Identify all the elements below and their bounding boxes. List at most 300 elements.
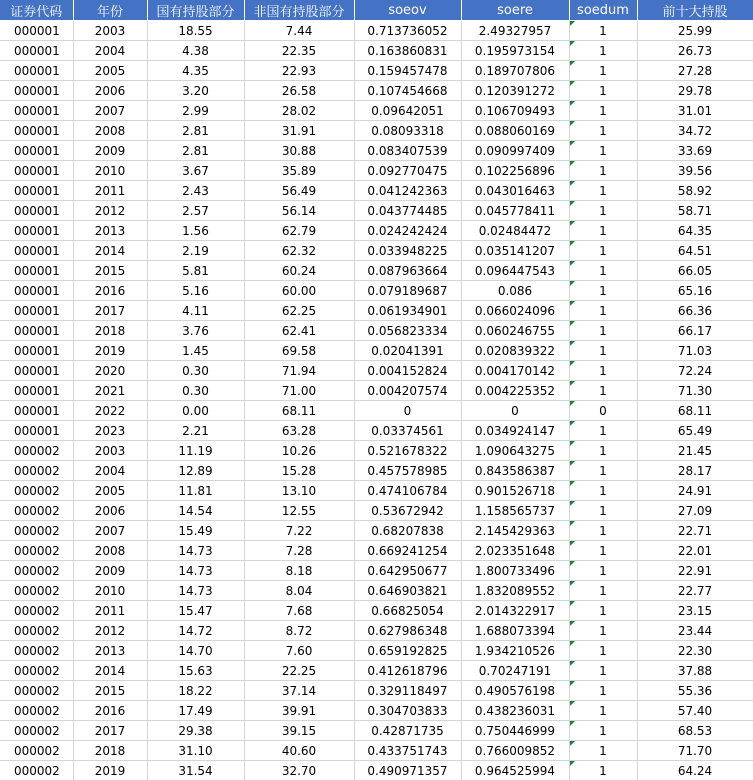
cell-state-holding[interactable]: 2.43 (147, 181, 244, 201)
cell-state-holding[interactable]: 2.57 (147, 201, 244, 221)
cell-soedum[interactable]: 1 (569, 761, 637, 780)
cell-soeov[interactable]: 0.474106784 (354, 481, 461, 501)
cell-soeov[interactable]: 0.107454668 (354, 81, 461, 101)
cell-top10-holding[interactable]: 58.71 (637, 201, 753, 221)
cell-state-holding[interactable]: 11.81 (147, 481, 244, 501)
cell-stock-code[interactable]: 000002 (0, 561, 73, 581)
cell-year[interactable]: 2012 (73, 201, 147, 221)
cell-year[interactable]: 2004 (73, 41, 147, 61)
cell-stock-code[interactable]: 000001 (0, 41, 73, 61)
cell-stock-code[interactable]: 000001 (0, 361, 73, 381)
cell-soeov[interactable]: 0.02041391 (354, 341, 461, 361)
cell-non-state-holding[interactable]: 22.93 (244, 61, 354, 81)
cell-state-holding[interactable]: 2.81 (147, 121, 244, 141)
cell-soere[interactable]: 0.195973154 (461, 41, 569, 61)
cell-year[interactable]: 2010 (73, 161, 147, 181)
cell-soeov[interactable]: 0.004152824 (354, 361, 461, 381)
cell-soedum[interactable]: 1 (569, 561, 637, 581)
cell-year[interactable]: 2004 (73, 461, 147, 481)
cell-soedum[interactable]: 1 (569, 201, 637, 221)
cell-non-state-holding[interactable]: 12.55 (244, 501, 354, 521)
cell-soere[interactable]: 2.49327957 (461, 21, 569, 41)
cell-state-holding[interactable]: 14.70 (147, 641, 244, 661)
cell-state-holding[interactable]: 31.10 (147, 741, 244, 761)
cell-non-state-holding[interactable]: 30.88 (244, 141, 354, 161)
cell-top10-holding[interactable]: 25.99 (637, 21, 753, 41)
cell-stock-code[interactable]: 000002 (0, 741, 73, 761)
cell-soedum[interactable]: 1 (569, 721, 637, 741)
cell-soere[interactable]: 0.066024096 (461, 301, 569, 321)
cell-stock-code[interactable]: 000002 (0, 581, 73, 601)
cell-soeov[interactable]: 0.079189687 (354, 281, 461, 301)
cell-soedum[interactable]: 1 (569, 661, 637, 681)
cell-soedum[interactable]: 1 (569, 321, 637, 341)
cell-soedum[interactable]: 1 (569, 581, 637, 601)
cell-soere[interactable]: 0.060246755 (461, 321, 569, 341)
cell-soeov[interactable]: 0.669241254 (354, 541, 461, 561)
cell-stock-code[interactable]: 000001 (0, 341, 73, 361)
cell-stock-code[interactable]: 000002 (0, 441, 73, 461)
cell-soeov[interactable]: 0.433751743 (354, 741, 461, 761)
cell-non-state-holding[interactable]: 62.25 (244, 301, 354, 321)
cell-soeov[interactable]: 0.159457478 (354, 61, 461, 81)
cell-soere[interactable]: 2.023351648 (461, 541, 569, 561)
cell-year[interactable]: 2006 (73, 81, 147, 101)
cell-year[interactable]: 2008 (73, 121, 147, 141)
cell-stock-code[interactable]: 000002 (0, 661, 73, 681)
cell-non-state-holding[interactable]: 62.32 (244, 241, 354, 261)
cell-stock-code[interactable]: 000001 (0, 401, 73, 421)
cell-state-holding[interactable]: 14.54 (147, 501, 244, 521)
cell-soeov[interactable]: 0.642950677 (354, 561, 461, 581)
cell-non-state-holding[interactable]: 22.25 (244, 661, 354, 681)
cell-year[interactable]: 2003 (73, 21, 147, 41)
cell-top10-holding[interactable]: 57.40 (637, 701, 753, 721)
cell-soedum[interactable]: 1 (569, 81, 637, 101)
cell-top10-holding[interactable]: 37.88 (637, 661, 753, 681)
cell-year[interactable]: 2007 (73, 101, 147, 121)
cell-year[interactable]: 2011 (73, 181, 147, 201)
cell-non-state-holding[interactable]: 15.28 (244, 461, 354, 481)
cell-soere[interactable]: 0.020839322 (461, 341, 569, 361)
cell-stock-code[interactable]: 000001 (0, 201, 73, 221)
cell-soedum[interactable]: 1 (569, 461, 637, 481)
cell-soere[interactable]: 0.964525994 (461, 761, 569, 780)
cell-soeov[interactable]: 0.004207574 (354, 381, 461, 401)
cell-soeov[interactable]: 0.627986348 (354, 621, 461, 641)
cell-non-state-holding[interactable]: 7.68 (244, 601, 354, 621)
cell-stock-code[interactable]: 000001 (0, 61, 73, 81)
cell-non-state-holding[interactable]: 69.58 (244, 341, 354, 361)
cell-top10-holding[interactable]: 55.36 (637, 681, 753, 701)
cell-soedum[interactable]: 1 (569, 281, 637, 301)
cell-soere[interactable]: 0 (461, 401, 569, 421)
cell-top10-holding[interactable]: 22.71 (637, 521, 753, 541)
cell-top10-holding[interactable]: 21.45 (637, 441, 753, 461)
cell-top10-holding[interactable]: 22.30 (637, 641, 753, 661)
cell-soeov[interactable]: 0.304703833 (354, 701, 461, 721)
cell-non-state-holding[interactable]: 22.35 (244, 41, 354, 61)
cell-stock-code[interactable]: 000001 (0, 261, 73, 281)
cell-soeov[interactable]: 0.03374561 (354, 421, 461, 441)
cell-soeov[interactable]: 0.329118497 (354, 681, 461, 701)
cell-soedum[interactable]: 1 (569, 441, 637, 461)
cell-state-holding[interactable]: 18.22 (147, 681, 244, 701)
cell-top10-holding[interactable]: 22.91 (637, 561, 753, 581)
cell-soere[interactable]: 0.004225352 (461, 381, 569, 401)
cell-state-holding[interactable]: 5.81 (147, 261, 244, 281)
cell-year[interactable]: 2013 (73, 221, 147, 241)
cell-soedum[interactable]: 1 (569, 501, 637, 521)
cell-year[interactable]: 2016 (73, 701, 147, 721)
cell-soedum[interactable]: 1 (569, 21, 637, 41)
cell-soere[interactable]: 0.120391272 (461, 81, 569, 101)
cell-soere[interactable]: 0.090997409 (461, 141, 569, 161)
cell-soere[interactable]: 0.02484472 (461, 221, 569, 241)
cell-year[interactable]: 2006 (73, 501, 147, 521)
cell-year[interactable]: 2014 (73, 661, 147, 681)
cell-state-holding[interactable]: 14.73 (147, 581, 244, 601)
cell-state-holding[interactable]: 18.55 (147, 21, 244, 41)
cell-top10-holding[interactable]: 71.03 (637, 341, 753, 361)
cell-top10-holding[interactable]: 22.77 (637, 581, 753, 601)
cell-state-holding[interactable]: 12.89 (147, 461, 244, 481)
cell-non-state-holding[interactable]: 10.26 (244, 441, 354, 461)
cell-stock-code[interactable]: 000001 (0, 161, 73, 181)
cell-top10-holding[interactable]: 66.05 (637, 261, 753, 281)
cell-soere[interactable]: 0.096447543 (461, 261, 569, 281)
cell-soedum[interactable]: 1 (569, 41, 637, 61)
cell-top10-holding[interactable]: 28.17 (637, 461, 753, 481)
cell-soere[interactable]: 0.901526718 (461, 481, 569, 501)
cell-non-state-holding[interactable]: 8.18 (244, 561, 354, 581)
cell-year[interactable]: 2009 (73, 141, 147, 161)
cell-stock-code[interactable]: 000001 (0, 141, 73, 161)
cell-top10-holding[interactable]: 64.51 (637, 241, 753, 261)
cell-soere[interactable]: 0.189707806 (461, 61, 569, 81)
cell-top10-holding[interactable]: 72.24 (637, 361, 753, 381)
cell-soedum[interactable]: 1 (569, 121, 637, 141)
cell-soere[interactable]: 0.102256896 (461, 161, 569, 181)
cell-top10-holding[interactable]: 34.72 (637, 121, 753, 141)
cell-top10-holding[interactable]: 64.24 (637, 761, 753, 780)
cell-soedum[interactable]: 1 (569, 161, 637, 181)
cell-non-state-holding[interactable]: 40.60 (244, 741, 354, 761)
cell-stock-code[interactable]: 000002 (0, 601, 73, 621)
cell-year[interactable]: 2017 (73, 301, 147, 321)
cell-top10-holding[interactable]: 71.30 (637, 381, 753, 401)
cell-soere[interactable]: 0.086 (461, 281, 569, 301)
cell-soeov[interactable]: 0.056823334 (354, 321, 461, 341)
cell-soedum[interactable]: 1 (569, 141, 637, 161)
cell-non-state-holding[interactable]: 28.02 (244, 101, 354, 121)
cell-stock-code[interactable]: 000002 (0, 521, 73, 541)
cell-year[interactable]: 2014 (73, 241, 147, 261)
cell-year[interactable]: 2018 (73, 741, 147, 761)
cell-state-holding[interactable]: 1.45 (147, 341, 244, 361)
cell-non-state-holding[interactable]: 26.58 (244, 81, 354, 101)
cell-top10-holding[interactable]: 65.16 (637, 281, 753, 301)
cell-year[interactable]: 2013 (73, 641, 147, 661)
cell-top10-holding[interactable]: 22.01 (637, 541, 753, 561)
cell-soere[interactable]: 2.145429363 (461, 521, 569, 541)
cell-stock-code[interactable]: 000001 (0, 121, 73, 141)
cell-stock-code[interactable]: 000002 (0, 761, 73, 780)
cell-soedum[interactable]: 1 (569, 61, 637, 81)
cell-soedum[interactable]: 1 (569, 541, 637, 561)
cell-stock-code[interactable]: 000001 (0, 421, 73, 441)
cell-soere[interactable]: 0.70247191 (461, 661, 569, 681)
cell-top10-holding[interactable]: 24.91 (637, 481, 753, 501)
cell-soere[interactable]: 1.934210526 (461, 641, 569, 661)
cell-soeov[interactable]: 0.061934901 (354, 301, 461, 321)
cell-soeov[interactable]: 0.713736052 (354, 21, 461, 41)
cell-soedum[interactable]: 1 (569, 701, 637, 721)
cell-soere[interactable]: 1.832089552 (461, 581, 569, 601)
cell-soedum[interactable]: 1 (569, 341, 637, 361)
cell-year[interactable]: 2018 (73, 321, 147, 341)
cell-soedum[interactable]: 0 (569, 401, 637, 421)
cell-soere[interactable]: 0.843586387 (461, 461, 569, 481)
cell-soedum[interactable]: 1 (569, 241, 637, 261)
cell-top10-holding[interactable]: 26.73 (637, 41, 753, 61)
cell-soeov[interactable]: 0.457578985 (354, 461, 461, 481)
cell-soere[interactable]: 1.158565737 (461, 501, 569, 521)
cell-soere[interactable]: 0.045778411 (461, 201, 569, 221)
cell-soeov[interactable]: 0.490971357 (354, 761, 461, 780)
cell-state-holding[interactable]: 5.16 (147, 281, 244, 301)
cell-non-state-holding[interactable]: 60.24 (244, 261, 354, 281)
cell-state-holding[interactable]: 14.73 (147, 541, 244, 561)
cell-soere[interactable]: 2.014322917 (461, 601, 569, 621)
cell-soedum[interactable]: 1 (569, 601, 637, 621)
cell-soeov[interactable]: 0.66825054 (354, 601, 461, 621)
cell-soedum[interactable]: 1 (569, 741, 637, 761)
cell-soedum[interactable]: 1 (569, 361, 637, 381)
cell-non-state-holding[interactable]: 7.22 (244, 521, 354, 541)
cell-soere[interactable]: 0.490576198 (461, 681, 569, 701)
cell-top10-holding[interactable]: 23.15 (637, 601, 753, 621)
cell-state-holding[interactable]: 2.81 (147, 141, 244, 161)
cell-soeov[interactable]: 0.083407539 (354, 141, 461, 161)
cell-soeov[interactable]: 0.68207838 (354, 521, 461, 541)
cell-soere[interactable]: 1.800733496 (461, 561, 569, 581)
header-non-state-holding[interactable]: 非国有持股部分 (244, 0, 354, 21)
cell-state-holding[interactable]: 15.47 (147, 601, 244, 621)
cell-non-state-holding[interactable]: 71.00 (244, 381, 354, 401)
cell-soedum[interactable]: 1 (569, 521, 637, 541)
cell-soere[interactable]: 0.766009852 (461, 741, 569, 761)
cell-non-state-holding[interactable]: 8.04 (244, 581, 354, 601)
cell-year[interactable]: 2015 (73, 261, 147, 281)
cell-state-holding[interactable]: 0.30 (147, 361, 244, 381)
cell-year[interactable]: 2023 (73, 421, 147, 441)
cell-stock-code[interactable]: 000001 (0, 281, 73, 301)
cell-soeov[interactable]: 0 (354, 401, 461, 421)
cell-stock-code[interactable]: 000001 (0, 321, 73, 341)
cell-year[interactable]: 2019 (73, 761, 147, 780)
cell-top10-holding[interactable]: 66.17 (637, 321, 753, 341)
cell-stock-code[interactable]: 000002 (0, 721, 73, 741)
cell-soedum[interactable]: 1 (569, 481, 637, 501)
cell-soedum[interactable]: 1 (569, 221, 637, 241)
cell-soedum[interactable]: 1 (569, 681, 637, 701)
cell-soedum[interactable]: 1 (569, 381, 637, 401)
cell-state-holding[interactable]: 17.49 (147, 701, 244, 721)
cell-top10-holding[interactable]: 27.28 (637, 61, 753, 81)
cell-non-state-holding[interactable]: 63.28 (244, 421, 354, 441)
cell-state-holding[interactable]: 31.54 (147, 761, 244, 780)
cell-non-state-holding[interactable]: 35.89 (244, 161, 354, 181)
cell-soeov[interactable]: 0.521678322 (354, 441, 461, 461)
cell-soeov[interactable]: 0.092770475 (354, 161, 461, 181)
cell-state-holding[interactable]: 3.67 (147, 161, 244, 181)
cell-non-state-holding[interactable]: 7.28 (244, 541, 354, 561)
cell-top10-holding[interactable]: 33.69 (637, 141, 753, 161)
cell-non-state-holding[interactable]: 8.72 (244, 621, 354, 641)
cell-top10-holding[interactable]: 39.56 (637, 161, 753, 181)
cell-state-holding[interactable]: 0.30 (147, 381, 244, 401)
cell-stock-code[interactable]: 000002 (0, 621, 73, 641)
cell-soeov[interactable]: 0.033948225 (354, 241, 461, 261)
cell-stock-code[interactable]: 000001 (0, 81, 73, 101)
cell-soedum[interactable]: 1 (569, 421, 637, 441)
cell-year[interactable]: 2009 (73, 561, 147, 581)
cell-stock-code[interactable]: 000001 (0, 181, 73, 201)
cell-top10-holding[interactable]: 31.01 (637, 101, 753, 121)
cell-top10-holding[interactable]: 64.35 (637, 221, 753, 241)
cell-stock-code[interactable]: 000002 (0, 681, 73, 701)
cell-year[interactable]: 2005 (73, 481, 147, 501)
cell-soedum[interactable]: 1 (569, 261, 637, 281)
cell-non-state-holding[interactable]: 62.41 (244, 321, 354, 341)
cell-year[interactable]: 2008 (73, 541, 147, 561)
cell-stock-code[interactable]: 000001 (0, 221, 73, 241)
cell-state-holding[interactable]: 11.19 (147, 441, 244, 461)
cell-soere[interactable]: 1.688073394 (461, 621, 569, 641)
cell-non-state-holding[interactable]: 56.14 (244, 201, 354, 221)
cell-year[interactable]: 2007 (73, 521, 147, 541)
cell-non-state-holding[interactable]: 60.00 (244, 281, 354, 301)
cell-state-holding[interactable]: 1.56 (147, 221, 244, 241)
cell-non-state-holding[interactable]: 31.91 (244, 121, 354, 141)
cell-non-state-holding[interactable]: 39.91 (244, 701, 354, 721)
cell-top10-holding[interactable]: 65.49 (637, 421, 753, 441)
cell-state-holding[interactable]: 2.21 (147, 421, 244, 441)
cell-state-holding[interactable]: 3.76 (147, 321, 244, 341)
cell-year[interactable]: 2020 (73, 361, 147, 381)
cell-stock-code[interactable]: 000002 (0, 701, 73, 721)
cell-soere[interactable]: 0.034924147 (461, 421, 569, 441)
cell-state-holding[interactable]: 29.38 (147, 721, 244, 741)
cell-top10-holding[interactable]: 29.78 (637, 81, 753, 101)
cell-soere[interactable]: 0.043016463 (461, 181, 569, 201)
cell-soeov[interactable]: 0.646903821 (354, 581, 461, 601)
cell-year[interactable]: 2021 (73, 381, 147, 401)
cell-non-state-holding[interactable]: 62.79 (244, 221, 354, 241)
cell-soeov[interactable]: 0.087963664 (354, 261, 461, 281)
cell-soere[interactable]: 0.106709493 (461, 101, 569, 121)
cell-non-state-holding[interactable]: 37.14 (244, 681, 354, 701)
header-state-holding[interactable]: 国有持股部分 (147, 0, 244, 21)
cell-soedum[interactable]: 1 (569, 301, 637, 321)
cell-top10-holding[interactable]: 68.11 (637, 401, 753, 421)
cell-soere[interactable]: 0.035141207 (461, 241, 569, 261)
cell-state-holding[interactable]: 14.73 (147, 561, 244, 581)
cell-state-holding[interactable]: 4.11 (147, 301, 244, 321)
cell-year[interactable]: 2003 (73, 441, 147, 461)
cell-soeov[interactable]: 0.09642051 (354, 101, 461, 121)
cell-stock-code[interactable]: 000001 (0, 21, 73, 41)
cell-soeov[interactable]: 0.08093318 (354, 121, 461, 141)
cell-soedum[interactable]: 1 (569, 641, 637, 661)
cell-year[interactable]: 2011 (73, 601, 147, 621)
cell-soere[interactable]: 1.090643275 (461, 441, 569, 461)
cell-non-state-holding[interactable]: 56.49 (244, 181, 354, 201)
cell-soere[interactable]: 0.088060169 (461, 121, 569, 141)
cell-soere[interactable]: 0.750446999 (461, 721, 569, 741)
cell-stock-code[interactable]: 000001 (0, 381, 73, 401)
cell-stock-code[interactable]: 000002 (0, 641, 73, 661)
cell-stock-code[interactable]: 000002 (0, 501, 73, 521)
cell-non-state-holding[interactable]: 71.94 (244, 361, 354, 381)
cell-year[interactable]: 2019 (73, 341, 147, 361)
cell-soeov[interactable]: 0.024242424 (354, 221, 461, 241)
cell-top10-holding[interactable]: 68.53 (637, 721, 753, 741)
cell-state-holding[interactable]: 15.49 (147, 521, 244, 541)
cell-non-state-holding[interactable]: 7.44 (244, 21, 354, 41)
cell-stock-code[interactable]: 000002 (0, 461, 73, 481)
cell-soedum[interactable]: 1 (569, 101, 637, 121)
cell-soeov[interactable]: 0.043774485 (354, 201, 461, 221)
cell-non-state-holding[interactable]: 7.60 (244, 641, 354, 661)
header-top10-holding[interactable]: 前十大持股 (637, 0, 753, 21)
header-soeov[interactable]: soeov (354, 0, 461, 21)
cell-non-state-holding[interactable]: 68.11 (244, 401, 354, 421)
cell-top10-holding[interactable]: 27.09 (637, 501, 753, 521)
cell-soedum[interactable]: 1 (569, 181, 637, 201)
cell-year[interactable]: 2016 (73, 281, 147, 301)
header-soedum[interactable]: soedum (569, 0, 637, 21)
cell-stock-code[interactable]: 000001 (0, 101, 73, 121)
cell-year[interactable]: 2015 (73, 681, 147, 701)
cell-year[interactable]: 2010 (73, 581, 147, 601)
cell-non-state-holding[interactable]: 39.15 (244, 721, 354, 741)
cell-soeov[interactable]: 0.412618796 (354, 661, 461, 681)
cell-state-holding[interactable]: 4.35 (147, 61, 244, 81)
cell-state-holding[interactable]: 2.99 (147, 101, 244, 121)
cell-stock-code[interactable]: 000001 (0, 241, 73, 261)
cell-state-holding[interactable]: 14.72 (147, 621, 244, 641)
cell-top10-holding[interactable]: 71.70 (637, 741, 753, 761)
cell-soeov[interactable]: 0.163860831 (354, 41, 461, 61)
cell-non-state-holding[interactable]: 32.70 (244, 761, 354, 780)
cell-state-holding[interactable]: 15.63 (147, 661, 244, 681)
cell-soeov[interactable]: 0.659192825 (354, 641, 461, 661)
cell-soedum[interactable]: 1 (569, 621, 637, 641)
cell-year[interactable]: 2017 (73, 721, 147, 741)
cell-stock-code[interactable]: 000001 (0, 301, 73, 321)
cell-soeov[interactable]: 0.42871735 (354, 721, 461, 741)
cell-state-holding[interactable]: 2.19 (147, 241, 244, 261)
cell-soere[interactable]: 0.438236031 (461, 701, 569, 721)
cell-stock-code[interactable]: 000002 (0, 481, 73, 501)
header-stock-code[interactable]: 证券代码 (0, 0, 73, 21)
cell-state-holding[interactable]: 0.00 (147, 401, 244, 421)
cell-stock-code[interactable]: 000002 (0, 541, 73, 561)
header-year[interactable]: 年份 (73, 0, 147, 21)
cell-soeov[interactable]: 0.041242363 (354, 181, 461, 201)
